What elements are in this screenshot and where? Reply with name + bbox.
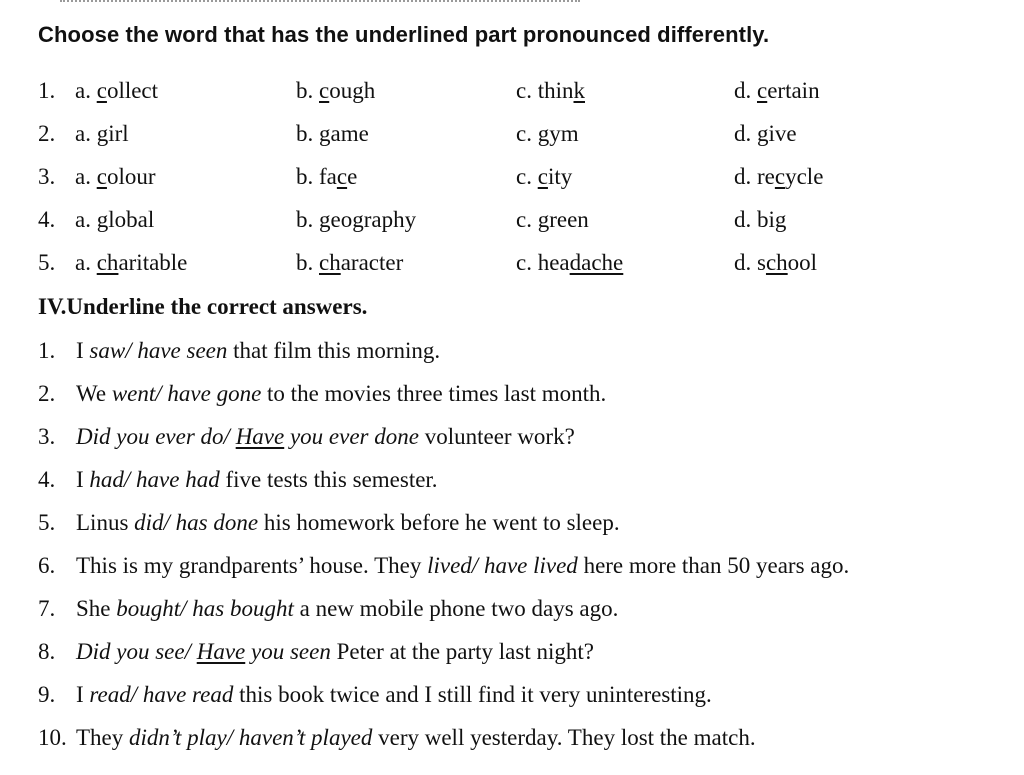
answer-option	[516, 78, 585, 104]
option-text: ough	[329, 78, 376, 103]
option-text: ool	[787, 250, 818, 275]
option-text: a.	[75, 207, 97, 232]
sentence-text: his homework before he went to sleep.	[258, 510, 620, 535]
option-text: c.	[516, 164, 538, 189]
option-text: d. re	[734, 164, 775, 189]
answer-choice-text: Did you ever do/	[76, 424, 236, 449]
sentence-number: 3.	[38, 424, 56, 449]
sentence-text: a new mobile phone two days ago.	[293, 596, 619, 621]
sentence-text: very well yesterday. They lost the match.	[372, 725, 756, 750]
answer-option	[296, 78, 375, 104]
underlined-part: g	[537, 121, 550, 146]
answer-option	[734, 250, 817, 276]
underlined-part: c	[336, 164, 348, 189]
option-text: d.	[734, 121, 757, 146]
sentence-text: that film this morning.	[227, 338, 441, 363]
answer-option	[516, 250, 623, 276]
answer-choice-text: saw/ have seen	[89, 338, 228, 363]
sentence-item	[38, 381, 606, 407]
underlined-part: ch	[765, 250, 788, 275]
sentence-text: five tests this semester.	[219, 467, 438, 492]
answer-option	[734, 164, 823, 190]
option-text: ollect	[106, 78, 159, 103]
underlined-part: c	[774, 164, 786, 189]
sentence-text: volunteer work?	[418, 424, 575, 449]
option-text: a.	[75, 250, 97, 275]
sentence-text: I	[76, 467, 90, 492]
answer-choice-text: bought/ has bought	[116, 596, 294, 621]
answer-option	[296, 250, 403, 276]
option-text: d. s	[734, 250, 766, 275]
answer-option	[734, 78, 820, 104]
underlined-part: g	[537, 207, 550, 232]
sentence-number: 7.	[38, 596, 56, 621]
sentence-item	[38, 596, 618, 622]
answer-option	[75, 121, 129, 147]
option-text: b.	[296, 78, 319, 103]
sentence-text: I	[76, 338, 90, 363]
answer-option	[75, 207, 154, 233]
sentence-number: 5.	[38, 510, 56, 535]
option-text: ycle	[785, 164, 824, 189]
option-text: olour	[106, 164, 156, 189]
sentence-text: Peter at the party last night?	[330, 639, 594, 664]
underlined-part: g	[96, 207, 109, 232]
option-text: aracter	[340, 250, 404, 275]
answer-choice-text: went/ have gone	[111, 381, 262, 406]
option-text: irl	[108, 121, 129, 146]
answer-option	[75, 250, 187, 276]
option-text: ertain	[767, 78, 820, 103]
underlined-part: g	[774, 207, 787, 232]
sentence-item	[38, 338, 440, 364]
answer-choice-text: did/ has done	[134, 510, 259, 535]
sentence-item	[38, 725, 756, 751]
sentence-number: 2.	[38, 381, 56, 406]
sentence-number: 10.	[38, 725, 67, 750]
option-text: b. fa	[296, 164, 337, 189]
sentence-number: 8.	[38, 639, 56, 664]
sentence-text: She	[76, 596, 117, 621]
answer-option	[734, 121, 797, 147]
sentence-number: 9.	[38, 682, 56, 707]
sentence-text: They	[76, 725, 130, 750]
sentence-number: 1.	[38, 338, 56, 363]
option-text: b.	[296, 207, 319, 232]
answer-option	[296, 207, 416, 233]
sentence-number: 6.	[38, 553, 56, 578]
answer-option	[75, 78, 158, 104]
answer-option	[734, 207, 786, 233]
underlined-part: g	[319, 121, 331, 146]
option-text: ive	[768, 121, 797, 146]
option-text: b.	[296, 121, 319, 146]
underlined-part: g	[96, 121, 109, 146]
sentence-text: Linus	[76, 510, 135, 535]
question-number: 1.	[38, 78, 56, 103]
answer-choice-text: you seen	[245, 639, 331, 664]
underlined-part: g	[319, 207, 331, 232]
answer-choice-text: didn’t play/ haven’t played	[129, 725, 373, 750]
question-number: 2.	[38, 121, 56, 146]
question-number: 5.	[38, 250, 56, 275]
sentence-text: here more than 50 years ago.	[577, 553, 850, 578]
sentence-number: 4.	[38, 467, 56, 492]
sentence-text: We	[76, 381, 112, 406]
option-text: ame	[330, 121, 369, 146]
cropped-previous-line	[60, 0, 580, 5]
answer-choice-text: Have	[235, 424, 285, 449]
sentence-item	[38, 682, 712, 708]
sentence-item	[38, 510, 620, 536]
option-text: c.	[516, 207, 538, 232]
underlined-part: c	[96, 78, 107, 103]
option-text: e	[347, 164, 358, 189]
answer-choice-text: read/ have read	[89, 682, 234, 707]
answer-choice-text: Did you see/	[76, 639, 197, 664]
sentence-text: this book twice and I still find it very uninteresting.	[233, 682, 712, 707]
option-text: a.	[75, 78, 97, 103]
answer-option	[516, 121, 579, 147]
sentence-text: I	[76, 682, 90, 707]
sentence-item	[38, 639, 594, 665]
section-heading: Choose the word that has the underlined part pronounced differently.	[38, 22, 770, 47]
option-text: ity	[547, 164, 573, 189]
answer-choice-text: Have	[196, 639, 246, 664]
option-text: d. bi	[734, 207, 775, 232]
option-text: aritable	[118, 250, 188, 275]
option-text: d.	[734, 78, 757, 103]
option-text: a.	[75, 121, 97, 146]
underlined-part: dache	[569, 250, 624, 275]
question-number: 4.	[38, 207, 56, 232]
option-text: ym	[549, 121, 579, 146]
underlined-part: g	[757, 121, 769, 146]
option-text: c. thin	[516, 78, 574, 103]
option-text: c.	[516, 121, 538, 146]
answer-option	[296, 121, 369, 147]
option-text: lobal	[108, 207, 155, 232]
option-text: reen	[549, 207, 589, 232]
answer-option	[296, 164, 357, 190]
option-text: a.	[75, 164, 97, 189]
underlined-part: k	[573, 78, 585, 103]
answer-choice-text: lived/ have lived	[427, 553, 578, 578]
answer-option	[75, 164, 156, 190]
underlined-part: c	[757, 78, 768, 103]
answer-option	[516, 164, 572, 190]
sentence-item	[38, 467, 438, 493]
option-text: c. hea	[516, 250, 570, 275]
sentence-text: to the movies three times last month.	[261, 381, 607, 406]
answer-choice-text: you ever done	[284, 424, 419, 449]
section-iv-heading: IV.Underline the correct answers.	[38, 294, 368, 319]
underlined-part: ch	[319, 250, 341, 275]
question-number: 3.	[38, 164, 56, 189]
sentence-text: This is my grandparents’ house. They	[76, 553, 428, 578]
underlined-part: c	[319, 78, 330, 103]
underlined-part: c	[537, 164, 548, 189]
underlined-part: ch	[96, 250, 119, 275]
option-text: b.	[296, 250, 319, 275]
answer-choice-text: had/ have had	[89, 467, 220, 492]
answer-option	[516, 207, 589, 233]
option-text: eography	[330, 207, 417, 232]
underlined-part: c	[96, 164, 107, 189]
sentence-item	[38, 553, 849, 579]
sentence-item	[38, 424, 575, 450]
